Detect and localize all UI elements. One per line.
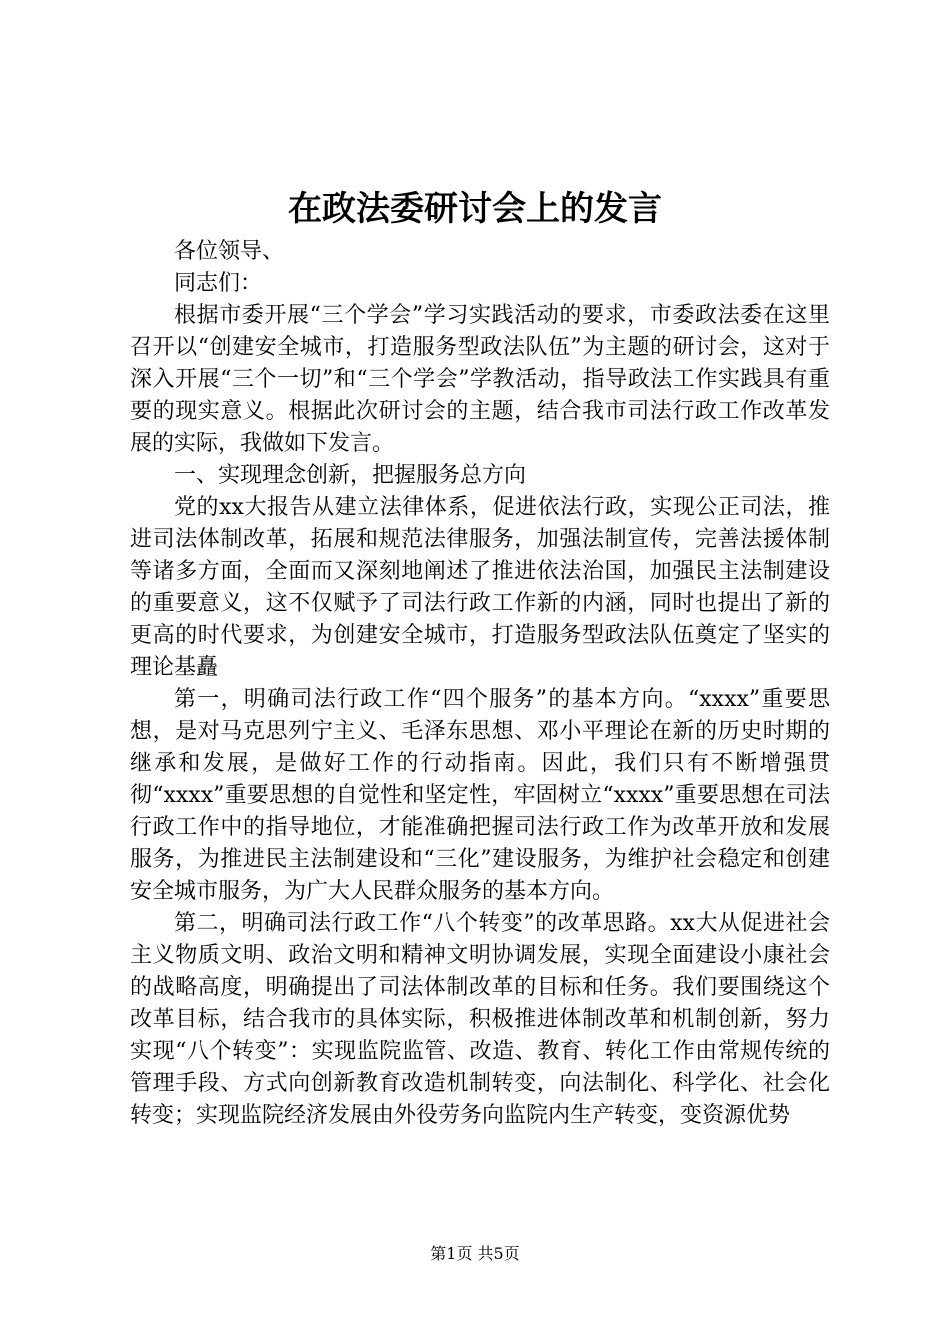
section-heading-1: 一、实现理念创新，把握服务总方向 <box>174 463 527 488</box>
salutation-line-1: 各位领导、 <box>174 239 285 264</box>
salutation-line-2: 同志们： <box>174 271 263 296</box>
body-paragraph: 党的xx大报告从建立法律体系，促进依法行政，实现公正司法，推进司法体制改革，拓展和规范法律服务，加强法制宣传，完善法援体制等诸多方面，全面而又深刻地阐述了推进依法治国，加强民主法制建设的重要意义，这不仅赋予了司法行政工作新的内涵，同时也提出了新的更高的时代要求，为创建安全城市，打造服务型政法队伍奠定了坚实的理论基矗 <box>130 495 830 680</box>
body-paragraph: 第一，明确司法行政工作“四个服务”的基本方向。“xxxx”重要思想，是对马克思列宁主义、毛泽东思想、邓小平理论在新的历史时期的继承和发展，是做好工作的行动指南。因此，我们只有不断增强贯彻“xxxx”重要思想的自觉性和坚定性，牢固树立“xxxx”重要思想在司法行政工作中的指导地位，才能准确把握司法行政工作为改革开放和发展服务，为推进民主法制建设和“三化”建设服务，为维护社会稳定和创建安全城市服务，为广大人民群众服务的基本方向。 <box>130 687 830 904</box>
page-number-footer: 第1页 共5页 <box>430 1244 520 1263</box>
intro-paragraph: 根据市委开展“三个学会”学习实践活动的要求，市委政法委在这里召开以“创建安全城市，打造服务型政法队伍”为主题的研讨会，这对于深入开展“三个一切”和“三个学会”学教活动，指导政法工作实践具有重要的现实意义。根据此次研讨会的主题，结合我市司法行政工作改革发展的实际，我做如下发言。 <box>130 303 830 456</box>
body-paragraph: 第二，明确司法行政工作“八个转变”的改革思路。xx大从促进社会主义物质文明、政治文明和精神文明协调发展，实现全面建设小康社会的战略高度，明确提出了司法体制改革的目标和任务。我们要围绕这个改革目标，结合我市的具体实际，积极推进体制改革和机制创新，努力实现“八个转变”：实现监院监管、改造、教育、转化工作由常规传统的管理手段、方式向创新教育改造机制转变，向法制化、科学化、社会化转变；实现监院经济发展由外役劳务向监院内生产转变，变资源优势 <box>130 911 830 1128</box>
document-body <box>130 236 830 1132</box>
document-title: 在政法委研讨会上的发言 <box>288 189 662 229</box>
